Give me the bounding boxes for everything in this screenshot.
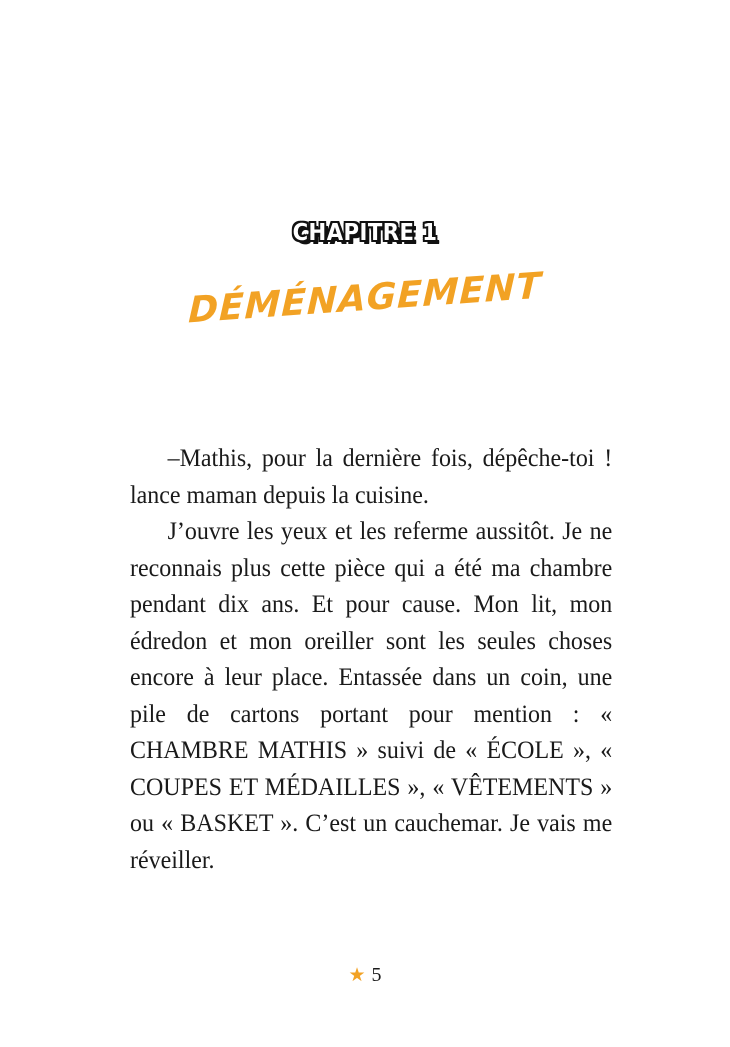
page-footer [0,964,730,987]
paragraph: –Mathis, pour la dernière fois, dépêche-toi ! lance maman depuis la cuisine. [130,443,613,509]
page-number: 5 [371,964,382,986]
star-icon: ★ [348,964,366,986]
paragraph: J’ouvre les yeux et les referme aussitôt. Je ne reconnais plus cette pièce qui a été ma chambre pendant dix ans. Et pour cause. Mon lit, mon édredon et mon oreiller sont les seules choses encore à leur place. Entassée dans un coin, une pile de cartons portant pour mention : « CHAMBRE MATHIS » suivi de « ÉCOLE », « COUPES ET MÉDAILLES », « VÊTEMENTS » ou « BASKET ». C’est un cauchemar. Je vais me réveiller. [130,516,613,874]
body-text [130,440,612,878]
chapter-title: DÉMÉNAGEMENT [187,265,543,332]
chapter-label: CHAPITRE 1 [292,220,438,246]
